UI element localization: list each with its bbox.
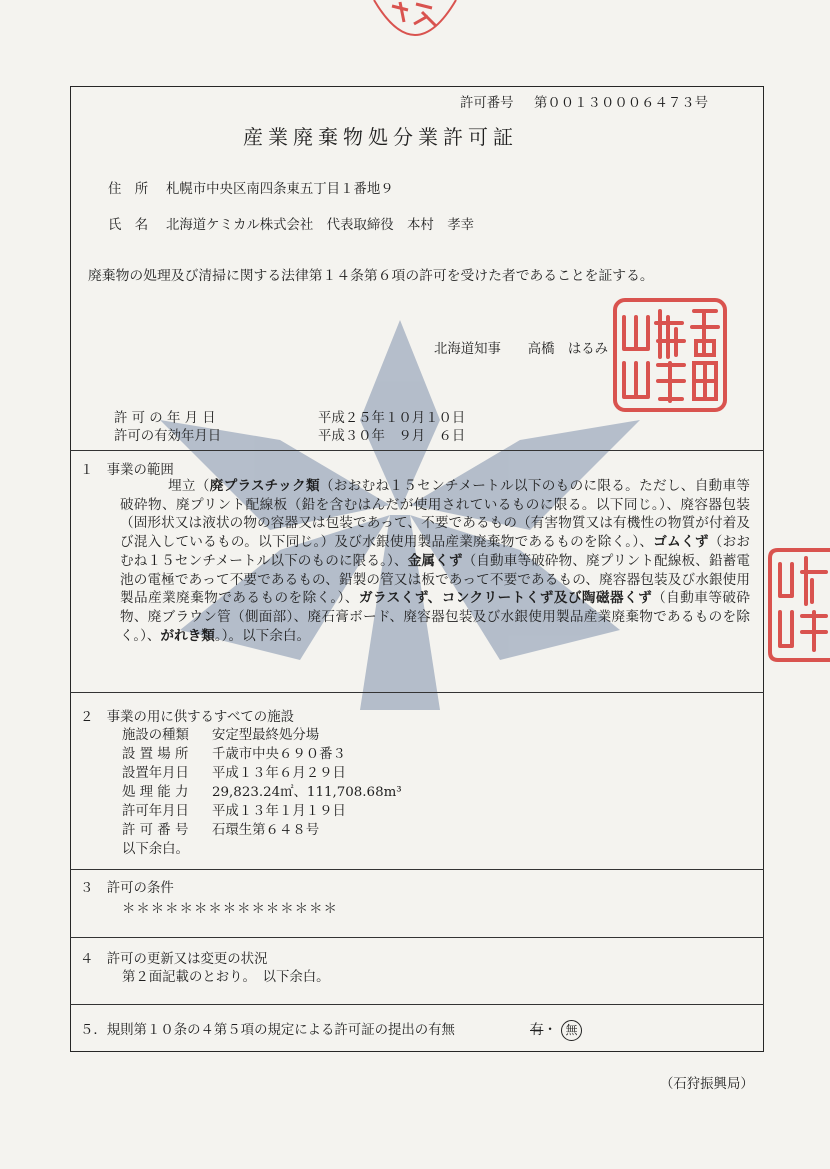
no-option-text: 無 — [565, 1023, 578, 1037]
facility-row-label: 許 可 番 号 — [122, 823, 189, 838]
governor-seal — [612, 297, 728, 413]
permit-number-value: 第００１３０００６４７３号 — [534, 96, 709, 111]
scope-bold-5: がれき類 — [160, 627, 215, 644]
scope-text-4: （自動車等破砕物、廃プリント配線板、鉛蓄電池の電極であって不要であるもの、鉛製の管又は板であって不要であるもの、廃容器包装及び水銀使用製品産業廃棄物であるものを除く。）、 — [120, 552, 751, 607]
scope-text-6: 。）。以下余白。 — [214, 627, 311, 644]
divider — [70, 450, 764, 451]
permit-number-label: 許可番号 — [460, 96, 514, 111]
divider — [70, 937, 764, 938]
section5-yes-option — [530, 1024, 557, 1037]
address-label: 住 所 — [108, 182, 149, 197]
section5-heading: ５．規則第１０条の４第５項の規定による許可証の提出の有無 — [80, 1023, 455, 1038]
address-value: 札幌市中央区南四条東五丁目１番地９ — [166, 182, 394, 197]
valid-date-label: 許可の有効年月日 — [114, 429, 222, 444]
scope-bold-1: 廃プラスチック類 — [209, 478, 320, 494]
section3-conditions: ＊＊＊＊＊＊＊＊＊＊＊＊＊＊＊ — [122, 902, 338, 917]
facility-row-value: 石環生第６４８号 — [212, 823, 320, 838]
certification-statement: 廃棄物の処理及び清掃に関する法律第１４条第６項の許可を受けた者であることを証する。 — [88, 268, 654, 284]
section2-end-note: 以下余白。 — [122, 842, 189, 857]
name-value: 北海道ケミカル株式会社 代表取締役 本村 孝幸 — [166, 218, 474, 233]
facility-row-value: 平成１３年６月２９日 — [212, 766, 346, 781]
section5-no-option — [561, 1020, 582, 1041]
top-seal-stamp — [370, 0, 460, 46]
section4-status: 第２面記載のとおり。 以下余白。 — [122, 970, 330, 985]
divider — [70, 692, 764, 693]
facility-row-label: 設置年月日 — [122, 766, 189, 781]
scope-text-3: （おおむね１５センチメートル以下のものに限る。）、 — [120, 534, 751, 569]
scope-text-1: 埋立（ — [168, 478, 210, 494]
issue-date-label: 許 可 の 年 月 日 — [114, 411, 216, 426]
facility-row-label: 処 理 能 力 — [122, 785, 189, 800]
document-title: 産業廃棄物処分業許可証 — [243, 125, 518, 149]
section1-heading: １ 事業の範囲 — [80, 463, 174, 478]
scope-bold-4: ガラスくず、コンクリートくず及び陶磁器くず — [358, 590, 653, 607]
valid-date-value: 平成３０年 ９月 ６日 — [318, 429, 466, 444]
edge-partial-seal — [766, 546, 830, 664]
divider — [70, 869, 764, 870]
scope-text-2: （おおむね１５センチメートル以下のものに限る。ただし、自動車等破砕物、廃プリント配線板（鉛を含むはんだが使用されているものに限る。以下同じ。）、廃容器包装（固形状又は液状の物の容器又は包装であって、不要であるもの（有害物質又は有機性の物質が付着及び混入しているもの。以下同じ。）及び水銀使用製品産業廃棄物であるものを除く。）、 — [120, 478, 750, 551]
yes-option-text: 有 — [530, 1023, 544, 1038]
facility-row-value: 29,823.24㎡、111,708.68m³ — [212, 785, 402, 800]
facility-row-value: 平成１３年１月１９日 — [212, 804, 346, 819]
section2-heading: ２ 事業の用に供するすべての施設 — [80, 710, 294, 725]
facility-row-label: 施設の種類 — [122, 728, 189, 743]
option-separator: ・ — [543, 1023, 557, 1038]
governor-name: 北海道知事 高橋 はるみ — [434, 342, 609, 357]
section3-heading: ３ 許可の条件 — [80, 881, 174, 896]
issuing-office: （石狩振興局） — [660, 1077, 754, 1092]
facility-row-value: 安定型最終処分場 — [212, 728, 320, 743]
scope-bold-2: ゴムくず — [653, 534, 709, 551]
section1-scope-text — [120, 477, 750, 645]
facility-row-label: 許可年月日 — [122, 804, 189, 819]
facility-row-label: 設 置 場 所 — [122, 747, 189, 762]
facility-row-value: 千歳市中央６９０番３ — [212, 747, 346, 762]
name-label: 氏 名 — [108, 218, 149, 233]
section4-heading: ４ 許可の更新又は変更の状況 — [80, 952, 268, 967]
divider — [70, 1004, 764, 1005]
issue-date-value: 平成２５年１０月１０日 — [318, 411, 466, 426]
scope-text-5: （自動車等破砕物、廃ブラウン管（側面部）、廃石膏ボード、廃容器包装及び水銀使用製品産業廃棄物であるものを除く。）、 — [120, 590, 751, 644]
scope-bold-3: 金属くず — [407, 552, 463, 569]
